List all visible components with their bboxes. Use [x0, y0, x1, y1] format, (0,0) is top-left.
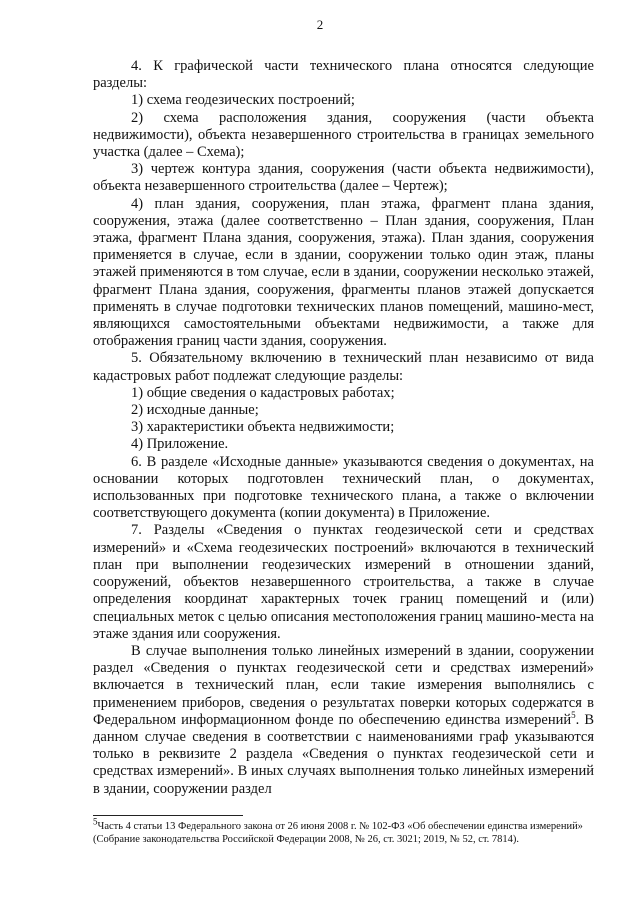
list-item-4: 4) Приложение. [131, 436, 229, 453]
list-item-3: 3) характеристики объекта недвижимости; [131, 419, 395, 436]
list-item-1: 1) схема геодезических построений; [131, 92, 355, 109]
body-text [93, 58, 594, 798]
list-item-2: 2) схема расположения здания, сооружения (части объекта недвижимости), объекта незавершенного строительства в границах земельного участка (далее – Схема); [93, 109, 594, 161]
list-item-2: 2) исходные данные; [131, 402, 259, 419]
paragraph-continuation: . В данном случае сведения в соответствии с наименованиями граф указываются только в реквизите 2 раздела «Сведения о пунктах геодезической сети и средствах измерений». В иных случаях выполнения только линейных измерений в здании, сооружении раздел [93, 711, 594, 797]
paragraph-text: В случае выполнения только линейных измерений в здании, сооружении раздел «Сведения о пунктах геодезической сети и средствах измерений» включается в технический план, если такие измерения выполнялись с применением приборов, сведения о результатах поверки которых содержатся в Федеральном информационном фонде по обеспечению единства измерений [93, 642, 594, 728]
paragraph-item-5: 5. Обязательному включению в технический план независимо от вида кадастровых работ подлежат следующие разделы: [93, 350, 594, 384]
paragraph-item-6: 6. В разделе «Исходные данные» указываются сведения о документах, на основании которых подготовлен технический план, о документах, использованных при подготовке технического плана, а также о включении соответствующего документа (копии документа) в Приложение. [93, 453, 594, 522]
footnote-reference: 5 [571, 709, 576, 720]
footnote-text: Часть 4 статьи 13 Федерального закона от 26 июня 2008 г. № 102-ФЗ «Об обеспечении единства измерений» (Собрание законодательства Российской Федерации 2008, № 26, ст. 3021; 2019, № 52, ст. 7814). [93, 821, 583, 845]
footnote-divider [93, 815, 243, 816]
footnote-marker: 5 [93, 816, 98, 827]
paragraph-item-7: 7. Разделы «Сведения о пунктах геодезической сети и средствах измерений» и «Схема геодезических построений» включаются в технический план при выполнении геодезических измерений в отношении зданий, сооружений, объектов незавершенного строительства, а также в случае определения координат характерных точек границ помещений и (или) специальных меток с целью описания местоположения границ машино-места на этаже здания или сооружения. [93, 522, 594, 642]
footnote [93, 816, 594, 846]
page-number: 2 [316, 17, 324, 32]
list-item-3: 3) чертеж контура здания, сооружения (части объекта недвижимости), объекта незавершенного строительства (далее – Чертеж); [93, 161, 594, 195]
paragraph-linear-measurements [93, 643, 594, 798]
list-item-1: 1) общие сведения о кадастровых работах; [131, 384, 395, 401]
paragraph-item-4: 4. К графической части технического плана относятся следующие разделы: [93, 58, 594, 92]
list-item-4: 4) план здания, сооружения, план этажа, фрагмент плана здания, сооружения, этажа (далее соответственно – План здания, сооружения, План этажа, фрагмент Плана здания, сооружения, этажа). План здания, сооружения применяется в случае, если в здании, сооружении только один этаж, планы этажей применяются в том случае, если в здании, сооружении несколько этажей, фрагмент Плана здания, сооружения, фрагменты планов этажей допускается применять в случае подготовки технических планов помещений, машино-мест, являющихся самостоятельными объектами недвижимости, а также для отображения границ части здания, сооружения. [93, 195, 594, 350]
